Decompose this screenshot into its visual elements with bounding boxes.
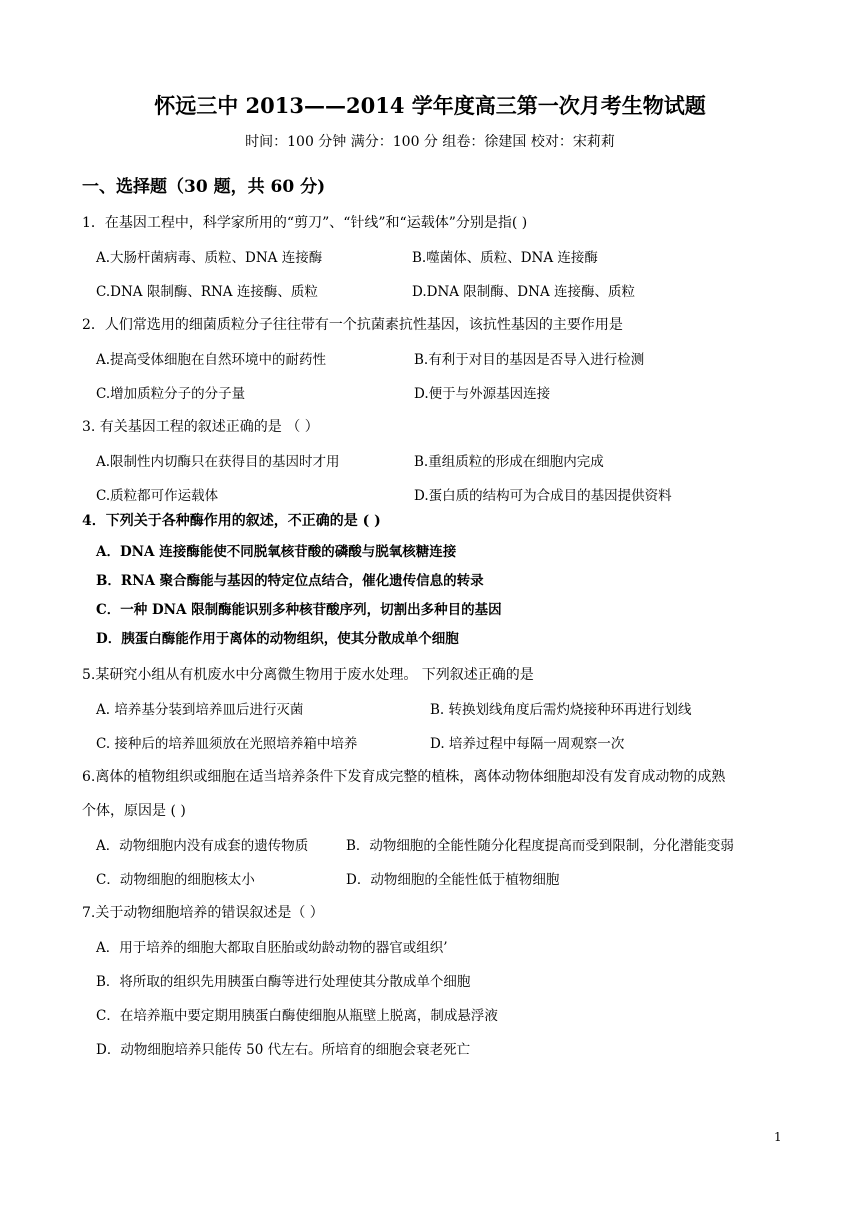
question-4-stem: 4．下列关于各种酶作用的叙述，不正确的是 ( ) (82, 513, 381, 529)
question-5-option-b: B. 转换划线角度后需灼烧接种环再进行划线 (430, 702, 692, 718)
question-1-option-a: A.大肠杆菌病毒、质粒、DNA 连接酶 (96, 250, 323, 266)
question-6-stem-line-2: 个体，原因是 ( ) (82, 803, 186, 819)
question-7-option-d: D．动物细胞培养只能传 50 代左右。所培育的细胞会衰老死亡 (96, 1042, 471, 1058)
question-2-option-b: B.有利于对目的基因是否导入进行检测 (414, 352, 645, 368)
page-title: 怀远三中 2013——2014 学年度高三第一次月考生物试题 (154, 93, 706, 118)
question-2-option-a: A.提高受体细胞在自然环境中的耐药性 (96, 352, 327, 368)
question-6-option-a: A．动物细胞内没有成套的遗传物质 (96, 838, 309, 854)
question-6-option-b: B．动物细胞的全能性随分化程度提高而受到限制，分化潜能变弱 (346, 838, 734, 854)
question-4-option-a: A．DNA 连接酶能使不同脱氧核苷酸的磷酸与脱氧核糖连接 (96, 544, 457, 560)
question-3-stem: 3. 有关基因工程的叙述正确的是 （ ） (82, 419, 319, 435)
question-1-option-d: D.DNA 限制酶、DNA 连接酶、质粒 (412, 284, 635, 300)
question-5-stem: 5.某研究小组从有机废水中分离微生物用于废水处理。 下列叙述正确的是 (82, 667, 534, 683)
question-6-option-c: C．动物细胞的细胞核太小 (96, 872, 255, 888)
question-1-stem: 1．在基因工程中，科学家所用的“剪刀”、“针线”和“运载体”分别是指( ) (82, 215, 528, 231)
question-7-option-c: C．在培养瓶中要定期用胰蛋白酶使细胞从瓶壁上脱离，制成悬浮液 (96, 1008, 498, 1024)
question-3-option-b: B.重组质粒的形成在细胞内完成 (414, 454, 604, 470)
question-7-option-b: B．将所取的组织先用胰蛋白酶等进行处理使其分散成单个细胞 (96, 974, 471, 990)
question-2-stem: 2．人们常选用的细菌质粒分子往往带有一个抗菌素抗性基因，该抗性基因的主要作用是 (82, 317, 623, 333)
question-4-option-d: D．胰蛋白酶能作用于离体的动物组织，使其分散成单个细胞 (96, 631, 459, 647)
question-2-option-d: D.便于与外源基因连接 (414, 386, 551, 402)
question-6-option-d: D．动物细胞的全能性低于植物细胞 (346, 872, 560, 888)
question-6-stem-line-1: 6.离体的植物组织或细胞在适当培养条件下发育成完整的植株，离体动物体细胞却没有发育成动物的成熟 (82, 769, 726, 785)
question-1-option-b: B.噬菌体、质粒、DNA 连接酶 (412, 250, 598, 266)
question-5-option-a: A. 培养基分装到培养皿后进行灭菌 (96, 702, 304, 718)
exam-meta: 时间：100 分钟 满分：100 分 组卷：徐建国 校对：宋莉莉 (245, 134, 615, 150)
question-4-option-b: B．RNA 聚合酶能与基因的特定位点结合，催化遗传信息的转录 (96, 573, 484, 589)
page-number: 1 (774, 1130, 782, 1144)
question-5-option-c: C. 接种后的培养皿须放在光照培养箱中培养 (96, 736, 358, 752)
question-7-option-a: A．用于培养的细胞大都取自胚胎或幼龄动物的器官或组织’ (96, 940, 448, 956)
question-3-option-d: D.蛋白质的结构可为合成目的基因提供资料 (414, 488, 672, 504)
question-4-option-c: C．一种 DNA 限制酶能识别多种核苷酸序列，切割出多种目的基因 (96, 602, 502, 618)
question-3-option-a: A.限制性内切酶只在获得目的基因时才用 (96, 454, 340, 470)
question-2-option-c: C.增加质粒分子的分子量 (96, 386, 246, 402)
section-heading: 一、选择题（30 题，共 60 分) (82, 177, 326, 197)
question-7-stem: 7.关于动物细胞培养的错误叙述是（ ） (82, 905, 324, 921)
question-5-option-d: D. 培养过程中每隔一周观察一次 (430, 736, 625, 752)
question-1-option-c: C.DNA 限制酶、RNA 连接酶、质粒 (96, 284, 318, 300)
question-3-option-c: C.质粒都可作运载体 (96, 488, 219, 504)
